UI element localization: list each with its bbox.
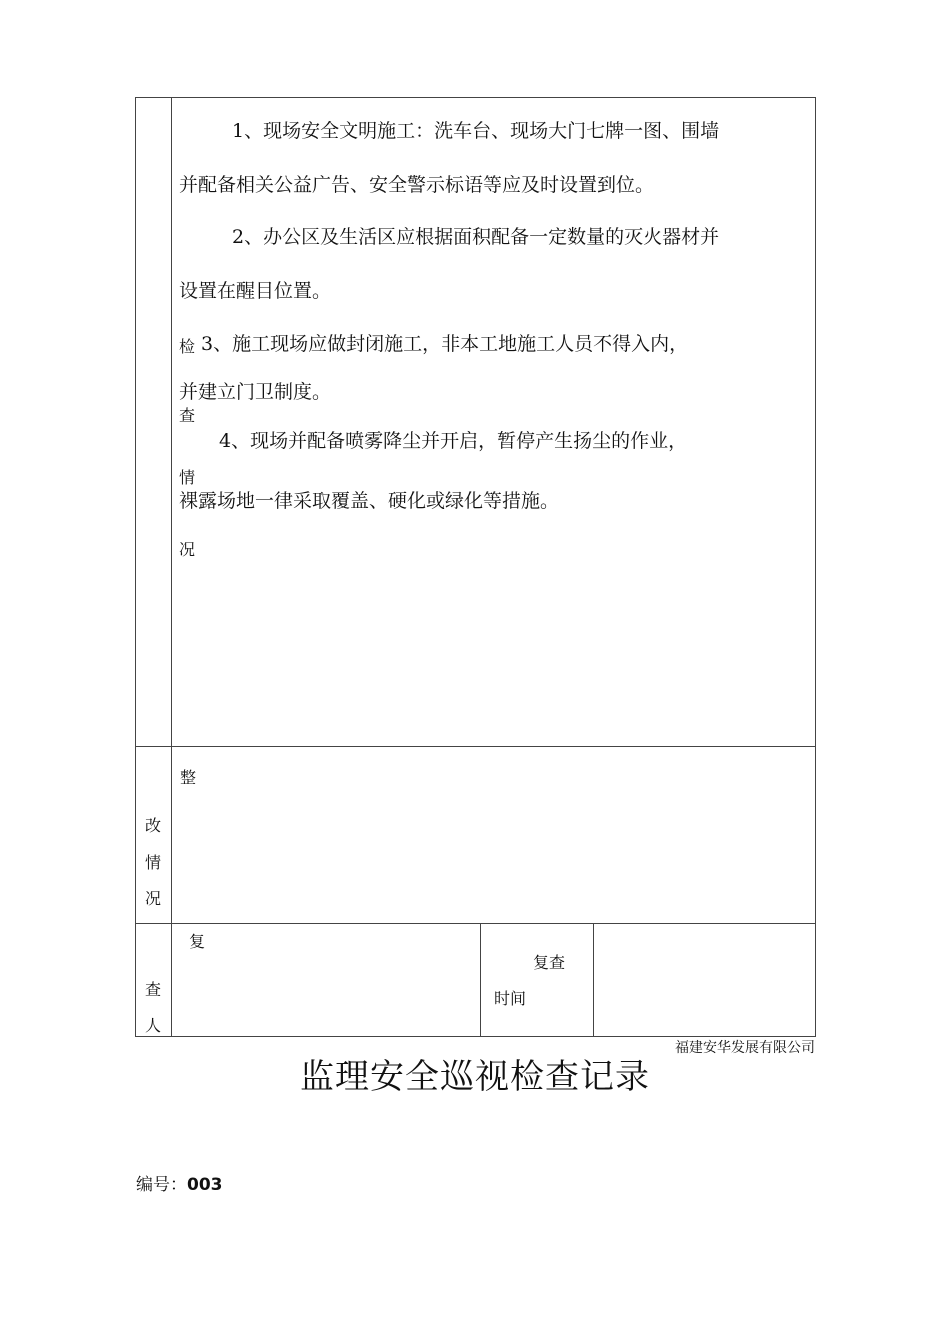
inspection-item-2-line-2: 设置在醒目位置。 (179, 280, 332, 302)
document-number-label: 编号： (136, 1175, 187, 1195)
review-time-divider-left (480, 923, 481, 1037)
label-column-divider (171, 97, 172, 1037)
row-divider-rectification (135, 923, 816, 924)
review-time-label-line-1: 复查 (533, 953, 566, 972)
inspection-label-char-3: 情 (179, 468, 196, 487)
rectification-label-char-1: 整 (180, 768, 197, 787)
table-top-border (135, 97, 816, 98)
inspection-item-1-line-2: 并配备相关公益广告、安全警示标语等应及时设置到位。 (179, 174, 655, 196)
company-name: 福建安华发展有限公司 (675, 1040, 815, 1056)
table-bottom-border (135, 1036, 816, 1037)
inspection-label-char-4: 况 (179, 540, 196, 559)
reviewer-label-char-3: 人 (145, 1016, 162, 1035)
document-number (136, 1177, 223, 1194)
inspection-item-3-line-1: 3、施工现场应做封闭施工，非本工地施工人员不得入内， (201, 333, 689, 355)
review-time-label-line-2: 时间 (494, 989, 527, 1008)
table-right-border (815, 97, 816, 1037)
rectification-label-char-3: 情 (145, 853, 162, 872)
inspection-item-4-line-2: 裸露场地一律采取覆盖、硬化或绿化等措施。 (179, 490, 560, 512)
row-divider-inspection (135, 746, 816, 747)
review-time-divider-right (593, 923, 594, 1037)
reviewer-label-char-1: 复 (189, 932, 206, 951)
inspection-item-1-line-1: 1、现场安全文明施工：洗车台、现场大门七牌一图、围墙 (232, 120, 720, 142)
rectification-label-char-2: 改 (145, 816, 162, 835)
reviewer-label-char-2: 查 (145, 980, 162, 999)
inspection-item-4-line-1: 4、现场并配备喷雾降尘并开启，暂停产生扬尘的作业， (219, 430, 688, 452)
rectification-label-char-4: 况 (145, 889, 162, 908)
table-left-border (135, 97, 136, 1037)
page-title: 监理安全巡视检查记录 (300, 1057, 650, 1097)
inspection-item-2-line-1: 2、办公区及生活区应根据面积配备一定数量的灭火器材并 (232, 226, 720, 248)
document-number-value: 003 (187, 1175, 223, 1195)
inspection-label-char-2: 查 (179, 406, 196, 425)
inspection-item-3-line-2: 并建立门卫制度。 (179, 381, 332, 403)
inspection-label-char-1: 检 (179, 337, 196, 356)
